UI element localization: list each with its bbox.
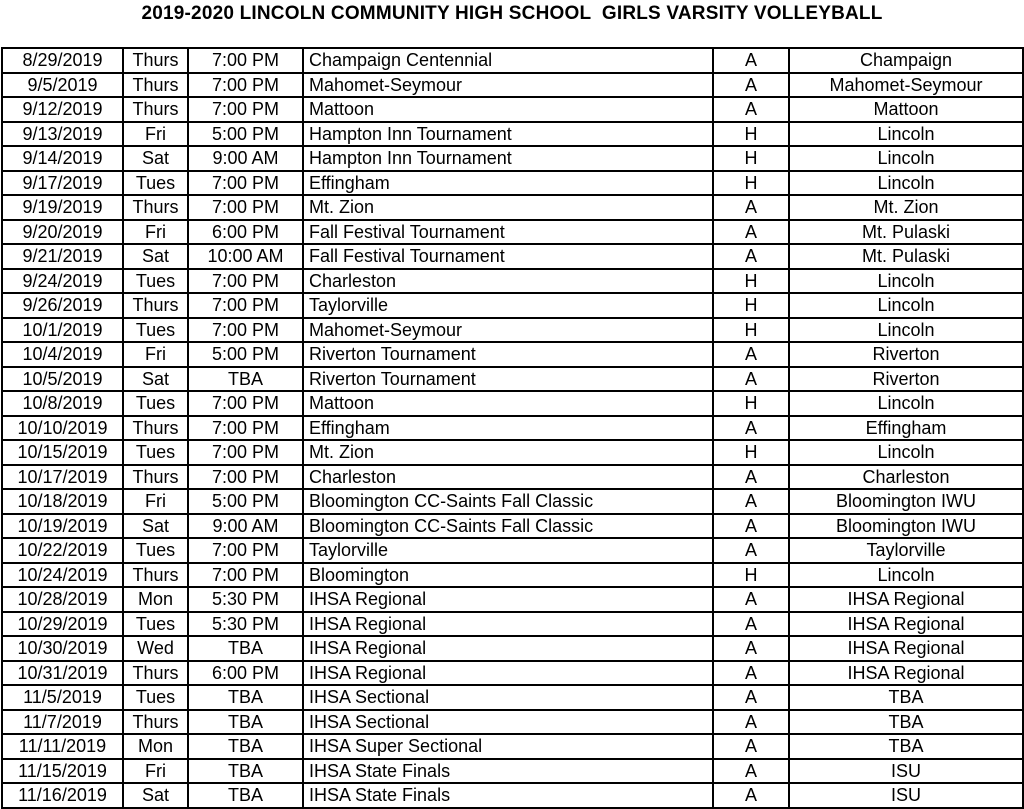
home-away-cell: H: [713, 146, 789, 171]
home-away-cell: A: [713, 367, 789, 392]
home-away-cell: A: [713, 48, 789, 73]
time-cell: 5:00 PM: [188, 122, 303, 147]
opponent-cell: Champaign Centennial: [303, 48, 713, 73]
location-cell: ISU: [789, 759, 1023, 784]
day-cell: Sat: [123, 146, 188, 171]
location-cell: Lincoln: [789, 269, 1023, 294]
opponent-cell: IHSA Super Sectional: [303, 734, 713, 759]
home-away-cell: A: [713, 759, 789, 784]
opponent-cell: Fall Festival Tournament: [303, 220, 713, 245]
location-cell: IHSA Regional: [789, 587, 1023, 612]
opponent-cell: Mt. Zion: [303, 440, 713, 465]
date-cell: 10/24/2019: [2, 563, 123, 588]
date-cell: 9/20/2019: [2, 220, 123, 245]
home-away-cell: A: [713, 538, 789, 563]
home-away-cell: A: [713, 783, 789, 808]
day-cell: Fri: [123, 342, 188, 367]
home-away-cell: H: [713, 269, 789, 294]
home-away-cell: H: [713, 171, 789, 196]
day-cell: Fri: [123, 122, 188, 147]
opponent-cell: Bloomington: [303, 563, 713, 588]
home-away-cell: A: [713, 734, 789, 759]
date-cell: 8/29/2019: [2, 48, 123, 73]
table-row: [2, 416, 1023, 441]
table-row: [2, 489, 1023, 514]
table-row: [2, 734, 1023, 759]
table-row: [2, 342, 1023, 367]
date-cell: 10/1/2019: [2, 318, 123, 343]
location-cell: Charleston: [789, 465, 1023, 490]
time-cell: TBA: [188, 367, 303, 392]
date-cell: 11/7/2019: [2, 710, 123, 735]
day-cell: Thurs: [123, 416, 188, 441]
location-cell: Riverton: [789, 367, 1023, 392]
opponent-cell: IHSA Regional: [303, 612, 713, 637]
date-cell: 9/13/2019: [2, 122, 123, 147]
opponent-cell: Mt. Zion: [303, 195, 713, 220]
time-cell: 6:00 PM: [188, 220, 303, 245]
day-cell: Sat: [123, 514, 188, 539]
home-away-cell: A: [713, 685, 789, 710]
table-row: [2, 661, 1023, 686]
home-away-cell: H: [713, 391, 789, 416]
home-away-cell: A: [713, 220, 789, 245]
day-cell: Sat: [123, 244, 188, 269]
day-cell: Tues: [123, 269, 188, 294]
home-away-cell: H: [713, 563, 789, 588]
home-away-cell: A: [713, 244, 789, 269]
location-cell: TBA: [789, 685, 1023, 710]
time-cell: 7:00 PM: [188, 465, 303, 490]
date-cell: 9/17/2019: [2, 171, 123, 196]
location-cell: Riverton: [789, 342, 1023, 367]
table-row: [2, 97, 1023, 122]
time-cell: 10:00 AM: [188, 244, 303, 269]
time-cell: TBA: [188, 710, 303, 735]
date-cell: 10/15/2019: [2, 440, 123, 465]
date-cell: 11/15/2019: [2, 759, 123, 784]
location-cell: Champaign: [789, 48, 1023, 73]
date-cell: 10/18/2019: [2, 489, 123, 514]
location-cell: Bloomington IWU: [789, 514, 1023, 539]
home-away-cell: H: [713, 122, 789, 147]
opponent-cell: IHSA Sectional: [303, 710, 713, 735]
opponent-cell: IHSA State Finals: [303, 759, 713, 784]
opponent-cell: Charleston: [303, 269, 713, 294]
opponent-cell: Taylorville: [303, 538, 713, 563]
opponent-cell: Mahomet-Seymour: [303, 318, 713, 343]
home-away-cell: A: [713, 612, 789, 637]
time-cell: 7:00 PM: [188, 97, 303, 122]
day-cell: Sat: [123, 367, 188, 392]
opponent-cell: Hampton Inn Tournament: [303, 122, 713, 147]
location-cell: TBA: [789, 710, 1023, 735]
opponent-cell: Charleston: [303, 465, 713, 490]
day-cell: Thurs: [123, 293, 188, 318]
date-cell: 10/22/2019: [2, 538, 123, 563]
location-cell: Lincoln: [789, 146, 1023, 171]
day-cell: Thurs: [123, 465, 188, 490]
day-cell: Tues: [123, 685, 188, 710]
date-cell: 10/28/2019: [2, 587, 123, 612]
date-cell: 9/21/2019: [2, 244, 123, 269]
opponent-cell: Fall Festival Tournament: [303, 244, 713, 269]
page-title: 2019-2020 LINCOLN COMMUNITY HIGH SCHOOL GIRLS VARSITY VOLLEYBALL: [141, 3, 883, 24]
opponent-cell: Mattoon: [303, 97, 713, 122]
location-cell: Lincoln: [789, 391, 1023, 416]
table-row: [2, 710, 1023, 735]
date-cell: 10/8/2019: [2, 391, 123, 416]
date-cell: 11/11/2019: [2, 734, 123, 759]
table-row: [2, 465, 1023, 490]
table-row: [2, 146, 1023, 171]
home-away-cell: A: [713, 514, 789, 539]
table-row: [2, 318, 1023, 343]
table-row: [2, 171, 1023, 196]
location-cell: Lincoln: [789, 318, 1023, 343]
date-cell: 10/29/2019: [2, 612, 123, 637]
home-away-cell: A: [713, 661, 789, 686]
date-cell: 9/19/2019: [2, 195, 123, 220]
opponent-cell: Riverton Tournament: [303, 342, 713, 367]
table-row: [2, 685, 1023, 710]
table-row: [2, 440, 1023, 465]
day-cell: Fri: [123, 220, 188, 245]
table-row: [2, 73, 1023, 98]
table-row: [2, 195, 1023, 220]
day-cell: Tues: [123, 612, 188, 637]
date-cell: 9/12/2019: [2, 97, 123, 122]
table-row: [2, 538, 1023, 563]
schedule-table-body: [2, 48, 1023, 808]
date-cell: 9/26/2019: [2, 293, 123, 318]
location-cell: IHSA Regional: [789, 661, 1023, 686]
day-cell: Thurs: [123, 97, 188, 122]
time-cell: 5:00 PM: [188, 342, 303, 367]
time-cell: 5:30 PM: [188, 587, 303, 612]
location-cell: Mt. Zion: [789, 195, 1023, 220]
date-cell: 10/31/2019: [2, 661, 123, 686]
time-cell: TBA: [188, 759, 303, 784]
day-cell: Mon: [123, 587, 188, 612]
day-cell: Thurs: [123, 48, 188, 73]
table-row: [2, 759, 1023, 784]
location-cell: Effingham: [789, 416, 1023, 441]
home-away-cell: A: [713, 195, 789, 220]
time-cell: 7:00 PM: [188, 391, 303, 416]
time-cell: 7:00 PM: [188, 48, 303, 73]
date-cell: 9/24/2019: [2, 269, 123, 294]
day-cell: Tues: [123, 171, 188, 196]
day-cell: Mon: [123, 734, 188, 759]
opponent-cell: IHSA Sectional: [303, 685, 713, 710]
date-cell: 10/19/2019: [2, 514, 123, 539]
time-cell: TBA: [188, 636, 303, 661]
location-cell: ISU: [789, 783, 1023, 808]
home-away-cell: A: [713, 342, 789, 367]
day-cell: Tues: [123, 391, 188, 416]
day-cell: Thurs: [123, 563, 188, 588]
time-cell: 7:00 PM: [188, 563, 303, 588]
location-cell: Lincoln: [789, 293, 1023, 318]
location-cell: Lincoln: [789, 171, 1023, 196]
day-cell: Thurs: [123, 710, 188, 735]
location-cell: Lincoln: [789, 563, 1023, 588]
home-away-cell: A: [713, 465, 789, 490]
location-cell: Mattoon: [789, 97, 1023, 122]
time-cell: 7:00 PM: [188, 195, 303, 220]
location-cell: Lincoln: [789, 122, 1023, 147]
table-row: [2, 293, 1023, 318]
location-cell: IHSA Regional: [789, 636, 1023, 661]
home-away-cell: A: [713, 73, 789, 98]
home-away-cell: A: [713, 97, 789, 122]
day-cell: Tues: [123, 440, 188, 465]
location-cell: Mahomet-Seymour: [789, 73, 1023, 98]
home-away-cell: H: [713, 318, 789, 343]
home-away-cell: H: [713, 293, 789, 318]
time-cell: 7:00 PM: [188, 440, 303, 465]
opponent-cell: Effingham: [303, 171, 713, 196]
table-row: [2, 636, 1023, 661]
opponent-cell: IHSA State Finals: [303, 783, 713, 808]
location-cell: Bloomington IWU: [789, 489, 1023, 514]
day-cell: Sat: [123, 783, 188, 808]
table-row: [2, 244, 1023, 269]
home-away-cell: A: [713, 636, 789, 661]
opponent-cell: Mahomet-Seymour: [303, 73, 713, 98]
day-cell: Fri: [123, 489, 188, 514]
time-cell: 5:30 PM: [188, 612, 303, 637]
opponent-cell: IHSA Regional: [303, 661, 713, 686]
opponent-cell: Hampton Inn Tournament: [303, 146, 713, 171]
date-cell: 10/30/2019: [2, 636, 123, 661]
schedule-table: [1, 47, 1024, 809]
time-cell: TBA: [188, 685, 303, 710]
day-cell: Wed: [123, 636, 188, 661]
day-cell: Tues: [123, 318, 188, 343]
opponent-cell: Effingham: [303, 416, 713, 441]
location-cell: TBA: [789, 734, 1023, 759]
table-row: [2, 391, 1023, 416]
table-row: [2, 122, 1023, 147]
time-cell: 7:00 PM: [188, 269, 303, 294]
home-away-cell: A: [713, 489, 789, 514]
table-row: [2, 514, 1023, 539]
date-cell: 9/5/2019: [2, 73, 123, 98]
table-row: [2, 367, 1023, 392]
time-cell: 7:00 PM: [188, 416, 303, 441]
home-away-cell: A: [713, 710, 789, 735]
time-cell: 6:00 PM: [188, 661, 303, 686]
date-cell: 11/16/2019: [2, 783, 123, 808]
location-cell: IHSA Regional: [789, 612, 1023, 637]
time-cell: 9:00 AM: [188, 146, 303, 171]
location-cell: Lincoln: [789, 440, 1023, 465]
date-cell: 10/10/2019: [2, 416, 123, 441]
table-row: [2, 563, 1023, 588]
time-cell: 7:00 PM: [188, 73, 303, 98]
day-cell: Tues: [123, 538, 188, 563]
time-cell: TBA: [188, 783, 303, 808]
table-row: [2, 783, 1023, 808]
day-cell: Thurs: [123, 661, 188, 686]
day-cell: Thurs: [123, 73, 188, 98]
opponent-cell: Taylorville: [303, 293, 713, 318]
home-away-cell: H: [713, 440, 789, 465]
table-row: [2, 220, 1023, 245]
time-cell: 7:00 PM: [188, 171, 303, 196]
opponent-cell: IHSA Regional: [303, 636, 713, 661]
date-cell: 11/5/2019: [2, 685, 123, 710]
date-cell: 10/17/2019: [2, 465, 123, 490]
table-row: [2, 269, 1023, 294]
time-cell: 7:00 PM: [188, 318, 303, 343]
location-cell: Taylorville: [789, 538, 1023, 563]
location-cell: Mt. Pulaski: [789, 244, 1023, 269]
table-row: [2, 48, 1023, 73]
time-cell: 7:00 PM: [188, 293, 303, 318]
time-cell: TBA: [188, 734, 303, 759]
date-cell: 9/14/2019: [2, 146, 123, 171]
date-cell: 10/5/2019: [2, 367, 123, 392]
day-cell: Thurs: [123, 195, 188, 220]
date-cell: 10/4/2019: [2, 342, 123, 367]
opponent-cell: Riverton Tournament: [303, 367, 713, 392]
time-cell: 7:00 PM: [188, 538, 303, 563]
opponent-cell: Bloomington CC-Saints Fall Classic: [303, 514, 713, 539]
home-away-cell: A: [713, 587, 789, 612]
time-cell: 9:00 AM: [188, 514, 303, 539]
opponent-cell: IHSA Regional: [303, 587, 713, 612]
location-cell: Mt. Pulaski: [789, 220, 1023, 245]
table-row: [2, 612, 1023, 637]
day-cell: Fri: [123, 759, 188, 784]
home-away-cell: A: [713, 416, 789, 441]
time-cell: 5:00 PM: [188, 489, 303, 514]
table-row: [2, 587, 1023, 612]
opponent-cell: Mattoon: [303, 391, 713, 416]
opponent-cell: Bloomington CC-Saints Fall Classic: [303, 489, 713, 514]
